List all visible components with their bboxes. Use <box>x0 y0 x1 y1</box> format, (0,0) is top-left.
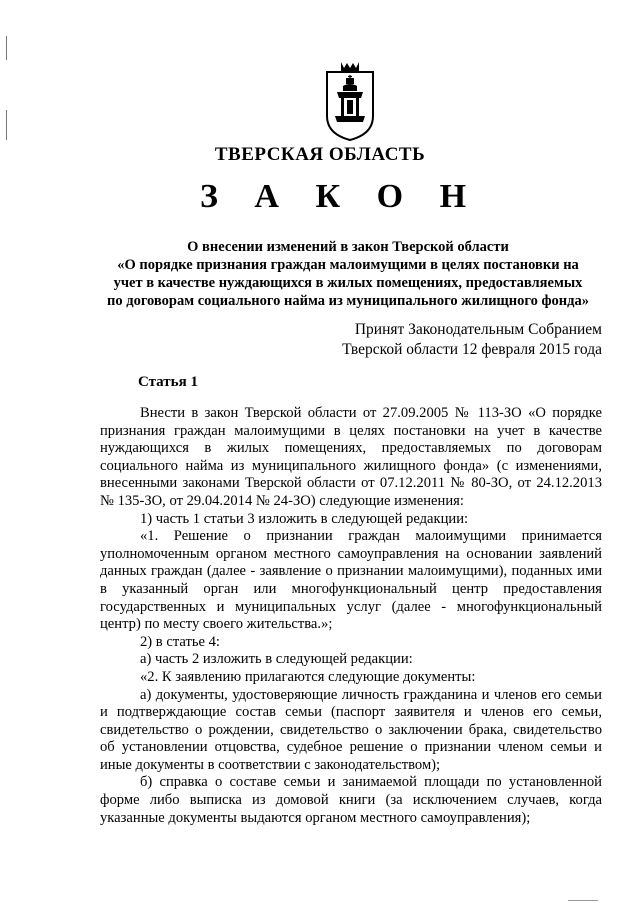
paragraph: 2) в статье 4: <box>140 633 220 650</box>
adoption-note <box>342 320 602 360</box>
paragraph: Внести в закон Тверской области от 27.09.2005 № 113-ЗО «О порядке признания граждан малоимущими в целях постановки на учет в качестве нуждающихся в жилых помещениях, предоставляемых по договорам социального найма из муниципального жилищного фонда» (с изменениями, внесенными законами Тверской области от 07.12.2011 № 80-ЗО, от 24.12.2013 № 135-ЗО, от 29.04.2014 № 24-ЗО) следующие изменения: <box>100 405 602 509</box>
article-heading: Статья 1 <box>138 374 198 390</box>
paragraph: а) документы, удостоверяющие личность гражданина и членов его семьи и подтверждающие состав семьи (паспорт заявителя и членов его семьи, свидетельство о рождении, свидетельство о заключении брака, свидетельство об установлении отцовства, судебное решение о признании членом семьи и иные документы в соответствии с законодательством); <box>100 686 602 773</box>
paragraph: а) часть 2 изложить в следующей редакции: <box>140 651 413 668</box>
paragraph: «1. Решение о признании граждан малоимущими принимается уполномоченным органом местного самоуправления на основании заявлений данных граждан (далее - заявление о признании малоимущими), поданных ими в указанный орган или многофункциональный центр предоставления государственных и муниципальных услуг (далее - многофункциональный центр) по месту своего жительства.»; <box>100 528 602 633</box>
paragraph: «2. К заявлению прилагаются следующие документы: <box>140 668 476 685</box>
paragraph: 1) часть 1 статьи 3 изложить в следующей редакции: <box>140 510 469 527</box>
law-title-line: «О порядке признания граждан малоимущими в целях постановки на <box>117 257 579 273</box>
scan-edge-mark <box>6 110 7 140</box>
scan-edge-mark <box>6 36 7 60</box>
adoption-line: Принят Законодательным Собранием <box>354 321 602 338</box>
adoption-line: Тверской области 12 февраля 2015 года <box>342 341 602 358</box>
law-title-line: учет в качестве нуждающихся в жилых помещениях, предоставляемых <box>113 275 583 291</box>
law-title-line: О внесении изменений в закон Тверской области <box>187 239 509 255</box>
document-type: З А К О Н <box>199 178 481 215</box>
scan-footer-mark <box>568 900 598 901</box>
law-title <box>88 238 608 310</box>
region-name: ТВЕРСКАЯ ОБЛАСТЬ <box>214 144 426 165</box>
paragraph: б) справка о составе семьи и занимаемой площади по установленной форме либо выписка из домовой книги (за исключением случаев, когда указанные документы выдаются органом местного самоуправления); <box>100 774 602 826</box>
article-body <box>100 405 602 827</box>
coat-of-arms-icon <box>325 58 375 142</box>
law-title-line: по договорам социального найма из муниципального жилищного фонда» <box>107 293 589 309</box>
